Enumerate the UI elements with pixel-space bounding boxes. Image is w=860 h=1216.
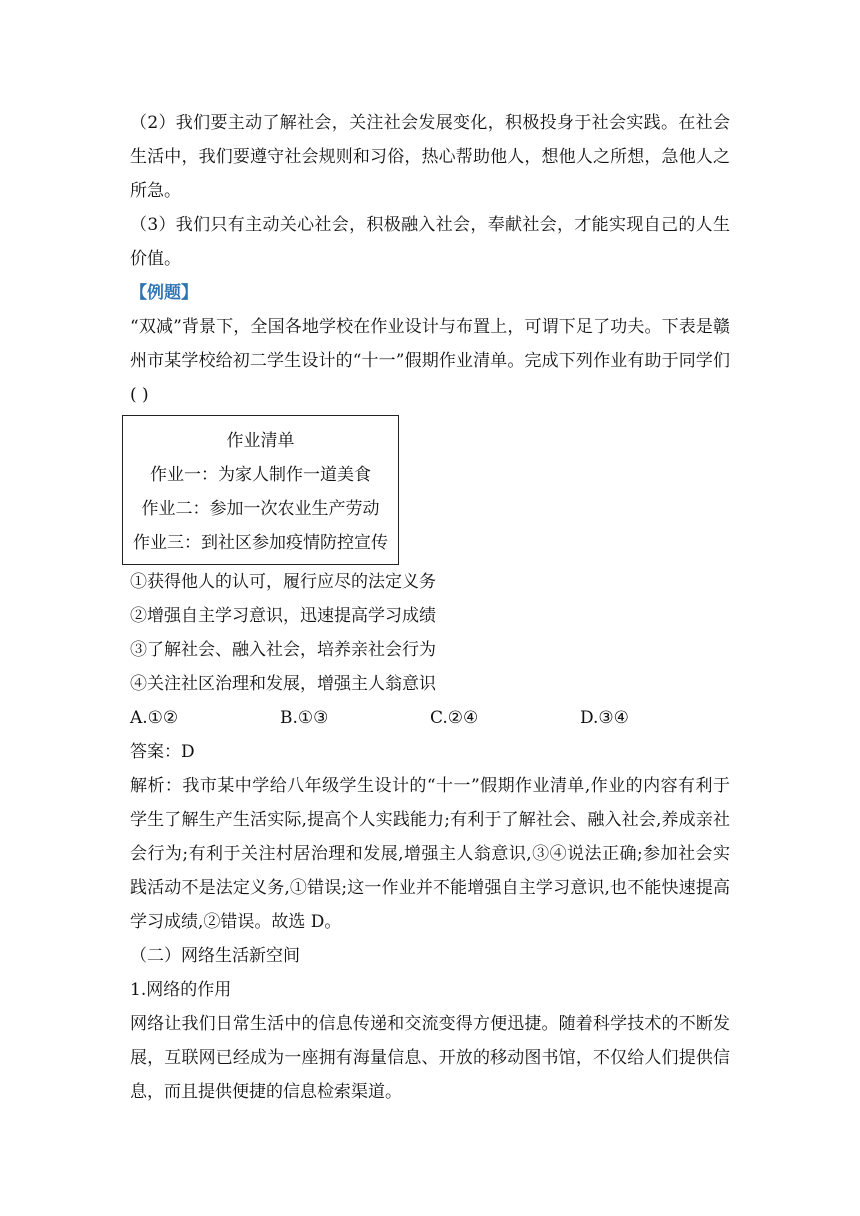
table-row: 作业一：为家人制作一道美食 — [150, 465, 371, 485]
statement-1: ①获得他人的认可，履行应尽的法定义务 — [130, 572, 436, 592]
question-text: “双减”背景下，全国各地学校在作业设计与布置上，可谓下足了功夫。下表是赣州市某学校给初二学生设计的“十一”假期作业清单。完成下列作业有助于同学们( ) — [130, 317, 730, 405]
option-c: C.②④ — [430, 708, 479, 728]
paragraph-point-3: （3）我们只有主动关心社会，积极融入社会，奉献社会，才能实现自己的人生价值。 — [130, 215, 730, 269]
answer-options — [130, 701, 730, 735]
subheading: 1.网络的作用 — [130, 980, 232, 1000]
document-page — [130, 106, 730, 1109]
option-a: A.①② — [130, 708, 179, 728]
option-b: B.①③ — [280, 708, 329, 728]
statement-4: ④关注社区治理和发展，增强主人翁意识 — [130, 674, 436, 694]
analysis-text: 解析：我市某中学给八年级学生设计的“十一”假期作业清单,作业的内容有利于学生了解生产生活实际,提高个人实践能力;有利于了解社会、融入社会,养成亲社会行为;有利于关注村居治理和发展,增强主人翁意识,③④说法正确;参加社会实践活动不是法定义务,①错误;这一作业并不能增强自主学习意识,也不能快速提高学习成绩,②错误。故选 D。 — [130, 776, 730, 932]
statement-2: ②增强自主学习意识，迅速提高学习成绩 — [130, 606, 436, 626]
option-d: D.③④ — [580, 708, 629, 728]
table-title: 作业清单 — [226, 431, 295, 451]
answer-line: 答案：D — [130, 742, 195, 762]
table-row: 作业三：到社区参加疫情防控宣传 — [133, 533, 388, 553]
homework-list-table — [122, 415, 399, 565]
paragraph-point-2: （2）我们要主动了解社会，关注社会发展变化，积极投身于社会实践。在社会生活中，我们要遵守社会规则和习俗，热心帮助他人，想他人之所想，急他人之所急。 — [130, 113, 730, 201]
table-row: 作业二：参加一次农业生产劳动 — [141, 499, 380, 519]
statement-3: ③了解社会、融入社会，培养亲社会行为 — [130, 640, 436, 660]
network-paragraph: 网络让我们日常生活中的信息传递和交流变得方便迅捷。随着科学技术的不断发展，互联网已经成为一座拥有海量信息、开放的移动图书馆，不仅给人们提供信息，而且提供便捷的信息检索渠道。 — [130, 1014, 730, 1102]
section-heading: （二）网络生活新空间 — [130, 946, 300, 966]
example-heading: 【例题】 — [130, 283, 198, 303]
